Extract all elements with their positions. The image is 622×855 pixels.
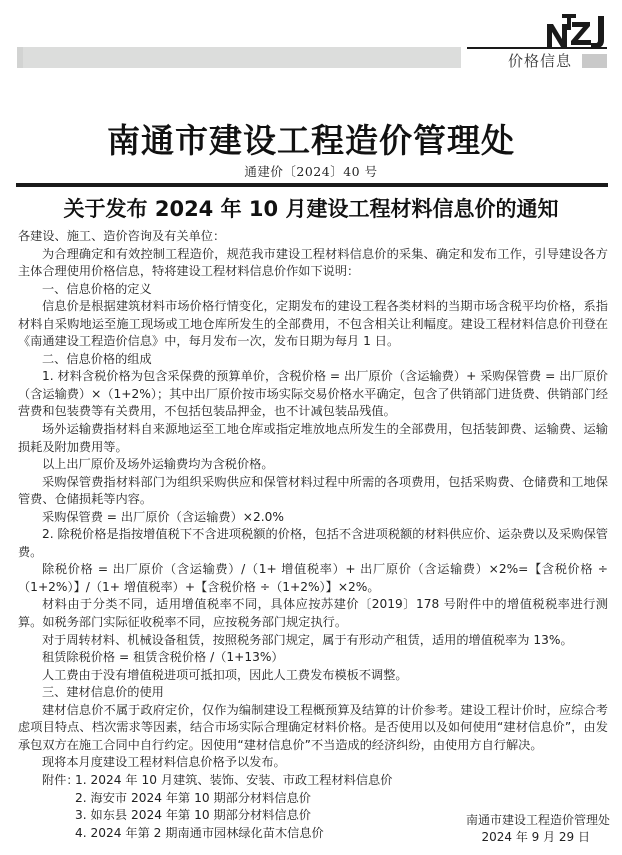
notice-title: 关于发布 2024 年 10 月建设工程材料信息价的通知 xyxy=(63,197,559,221)
paragraph-labor: 人工费由于没有增值税进项可抵扣项，因此人工费发布模板不调整。 xyxy=(42,667,408,682)
notice-body xyxy=(18,228,608,842)
formula-rental: 租赁除税价格 = 租赁含税价格 /（1+13%） xyxy=(42,650,284,665)
paragraph-tax-note: 以上出厂原价及场外运输费均为含税价格。 xyxy=(42,457,274,472)
title-divider xyxy=(16,183,608,187)
paragraph-tax-exclusive-price: 2. 除税价格是指按增值税下不含进项税额的价格，包括不含进项税额的材料供应价、运杂费以及采购保管费。 xyxy=(18,527,608,559)
paragraph-vat-rate: 材料由于分类不同，适用增值税率不同，具体应按苏建价〔2019〕178 号附件中的增值税税率进行测算。如税务部门实际征收税率不同，应按税务部门规定执行。 xyxy=(18,597,608,630)
formula-tax-exclusive-price: 除税价格 = 出厂原价（含运输费）/（1+ 增值税率）+ 出厂原价（含运输费）×2%=【含税价格 ÷（1+2%）】/（1+ 增值税率）+【含税价格 ÷（1+2%）】×2%。 xyxy=(18,562,608,594)
document-number: 通建价〔2024〕40 号 xyxy=(244,164,378,179)
heading-definition: 一、信息价格的定义 xyxy=(42,281,152,296)
signature-date: 2024 年 9 月 29 日 xyxy=(481,830,590,844)
paragraph-transport-fee: 场外运输费指材料自来源地运至工地仓库或指定堆放地点所发生的全部费用，包括装卸费、运输费、运输损耗及附加费用等。 xyxy=(18,422,608,454)
heading-composition: 二、信息价格的组成 xyxy=(42,351,152,366)
attachment-item: 2. 海安市 2024 年第 10 期部分材料信息价 xyxy=(75,790,311,805)
header-gray-box xyxy=(582,54,607,68)
attachment-row-1 xyxy=(18,772,608,790)
paragraph-definition: 信息价是根据建筑材料市场价格行情变化，定期发布的建设工程各类材料的当期市场含税平均价格，系指材料自采购地运至施工现场或工地仓库所发生的全部费用，不包含相关让利幅度。建设工程材料信息价刊登在《南通建设工程造价信息》中，每月发布一次，发布日期为每月 1 日。 xyxy=(18,299,608,349)
attachment-item: 1. 2024 年 10 月建筑、装饰、安装、市政工程材料信息价 xyxy=(75,772,393,787)
header-gray-band xyxy=(17,47,461,68)
heading-usage: 三、建材信息价的使用 xyxy=(42,685,164,700)
paragraph-tax-inclusive-price: 1. 材料含税价格为包含采保费的预算单价，含税价格 = 出厂原价（含运输费）+ 采购保管费 = 出厂原价（含运输费）×（1+2%）；其中出厂原价按市场实际交易价格水平确定，包含了供销部门进货费、供销部门经营费和包装费等有关费用，不包括包装品押金，也不计减包装品残值。 xyxy=(18,369,608,419)
formula-storage-fee: 采购保管费 = 出厂原价（含运输费）×2.0% xyxy=(42,509,284,524)
attachment-item: 3. 如东县 2024 年第 10 期部分材料信息价 xyxy=(75,808,311,823)
ntzj-logo-icon xyxy=(545,12,610,48)
paragraph-release: 现将本月度建设工程材料信息价格予以发布。 xyxy=(42,755,286,770)
signature-organization: 南通市建设工程造价管理处 xyxy=(465,813,610,827)
salutation: 各建设、施工、造价咨询及有关单位： xyxy=(18,229,226,243)
organization-title: 南通市建设工程造价管理处 xyxy=(107,121,515,160)
paragraph-usage: 建材信息价不属于政府定价，仅作为编制建设工程概预算及结算的计价参考。建设工程计价时，应综合考虑项目特点、档次需求等因素，结合市场实际合理确定材料价格。是否使用以及如何使用“建材信息价”，由发承包双方在施工合同中自行约定。因使用“建材信息价”不当造成的经济纠纷，由使用方自行解决。 xyxy=(18,702,608,752)
attachment-item: 4. 2024 年第 2 期南通市园林绿化苗木信息价 xyxy=(75,825,324,840)
paragraph-intro: 为合理确定和有效控制工程造价，规范我市建设工程材料信息价的采集、确定和发布工作，引导建设各方主体合理使用价格信息，特将建设工程材料信息价作如下说明： xyxy=(18,246,608,279)
attachments-label: 附件： xyxy=(42,772,79,787)
section-label: 价格信息 xyxy=(508,52,573,70)
header-band-edge xyxy=(17,47,23,68)
paragraph-rental: 对于周转材料、机械设备租赁，按照税务部门规定，属于有形动产租赁，适用的增值税率为 13%。 xyxy=(42,632,573,647)
paragraph-storage-fee: 采购保管费指材料部门为组织采购供应和保管材料过程中所需的各项费用，包括采购费、仓储费和工地保管费、仓储损耗等内容。 xyxy=(18,474,608,507)
